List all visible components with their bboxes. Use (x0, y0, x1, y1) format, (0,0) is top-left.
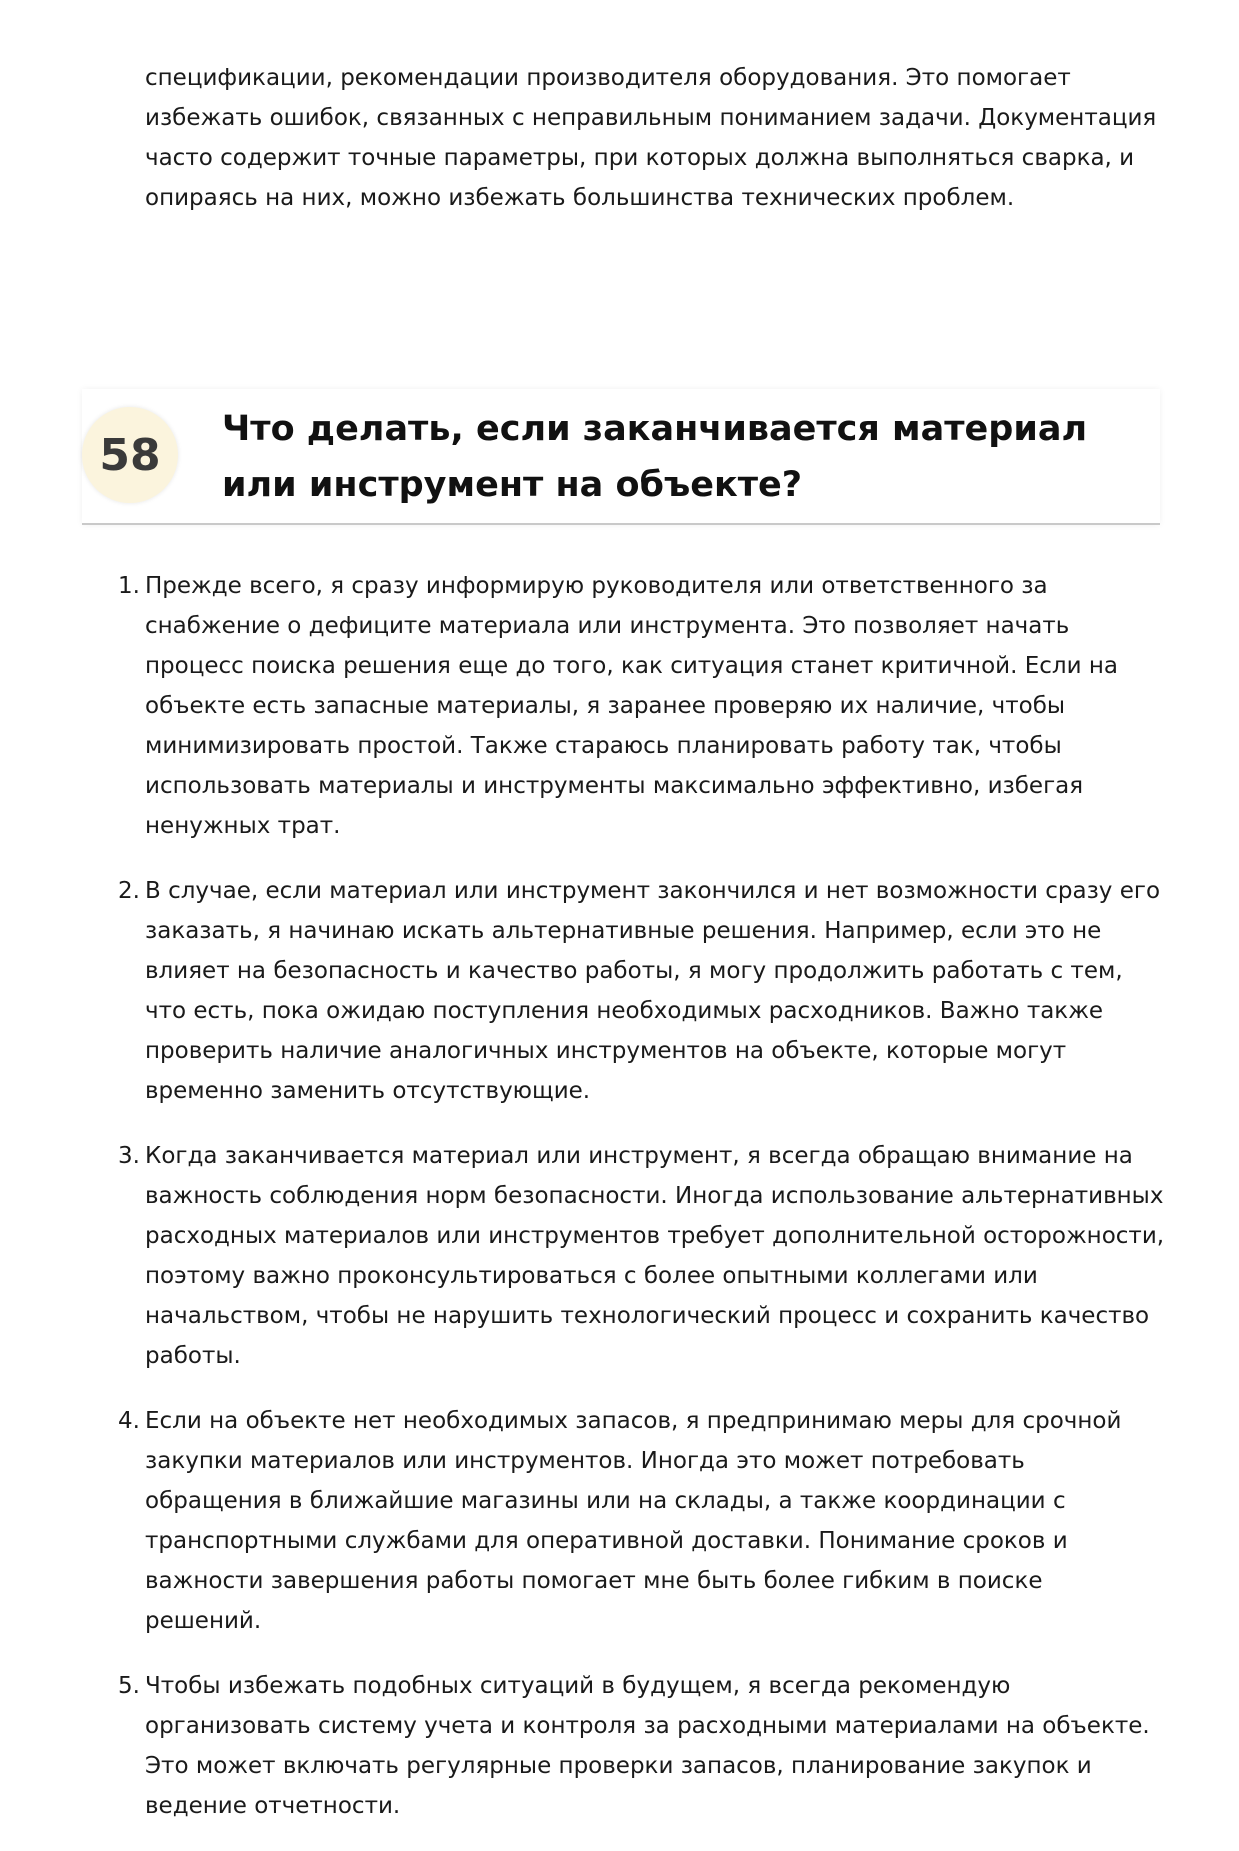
list-item-number: 4. (118, 1408, 140, 1434)
question-title: Что делать, если заканчивается материал или инструмент на объекте? (222, 409, 1088, 505)
list-item-text: В случае, если материал или инструмент закончился и нет возможности сразу его заказать, я начинаю искать альтернативные решения. Например, если это не влияет на безопасность и качество работы, я могу продолжить работать с тем, что есть, пока ожидаю поступления необходимых расходников. Важно также проверить наличие аналогичных инструментов на объекте, которые могут временно заменить отсутствующие. (145, 878, 1161, 1104)
answer-list (115, 566, 1165, 1851)
list-item (115, 1666, 1165, 1826)
question-number-badge: 58 (82, 407, 178, 503)
list-item (115, 1136, 1165, 1376)
list-item-text: Чтобы избежать подобных ситуаций в будущем, я всегда рекомендую организовать систему учета и контроля за расходными материалами на объекте. Это может включать регулярные проверки запасов, планирование закупок и ведение отчетности. (145, 1673, 1150, 1819)
list-item-number: 2. (118, 878, 140, 904)
list-item-number: 1. (118, 573, 140, 599)
list-item-text: Прежде всего, я сразу информирую руководителя или ответственного за снабжение о дефиците материала или инструмента. Это позволяет начать процесс поиска решения еще до того, как ситуация станет критичной. Если на объекте есть запасные материалы, я заранее проверяю их наличие, чтобы минимизировать простой. Также стараюсь планировать работу так, чтобы использовать материалы и инструменты максимально эффективно, избегая ненужных трат. (145, 573, 1118, 839)
list-item-text: Если на объекте нет необходимых запасов, я предпринимаю меры для срочной закупки материалов или инструментов. Иногда это может потребовать обращения в ближайшие магазины или на склады, а также координации с транспортными службами для оперативной доставки. Понимание сроков и важности завершения работы помогает мне быть более гибким в поиске решений. (145, 1408, 1122, 1634)
list-item-number: 3. (118, 1143, 140, 1169)
question-header (82, 389, 1160, 525)
list-item (115, 871, 1165, 1111)
list-item (115, 1401, 1165, 1641)
list-item-number: 5. (118, 1673, 140, 1699)
list-item (115, 566, 1165, 846)
list-item-text: Когда заканчивается материал или инструмент, я всегда обращаю внимание на важность соблюдения норм безопасности. Иногда использование альтернативных расходных материалов или инструментов требует дополнительной осторожности, поэтому важно проконсультироваться с более опытными коллегами или начальством, чтобы не нарушить технологический процесс и сохранить качество работы. (145, 1143, 1165, 1369)
intro-paragraph: спецификации, рекомендации производителя оборудования. Это помогает избежать ошибок, связанных с неправильным пониманием задачи. Документация часто содержит точные параметры, при которых должна выполняться сварка, и опираясь на них, можно избежать большинства технических проблем. (145, 65, 1157, 211)
